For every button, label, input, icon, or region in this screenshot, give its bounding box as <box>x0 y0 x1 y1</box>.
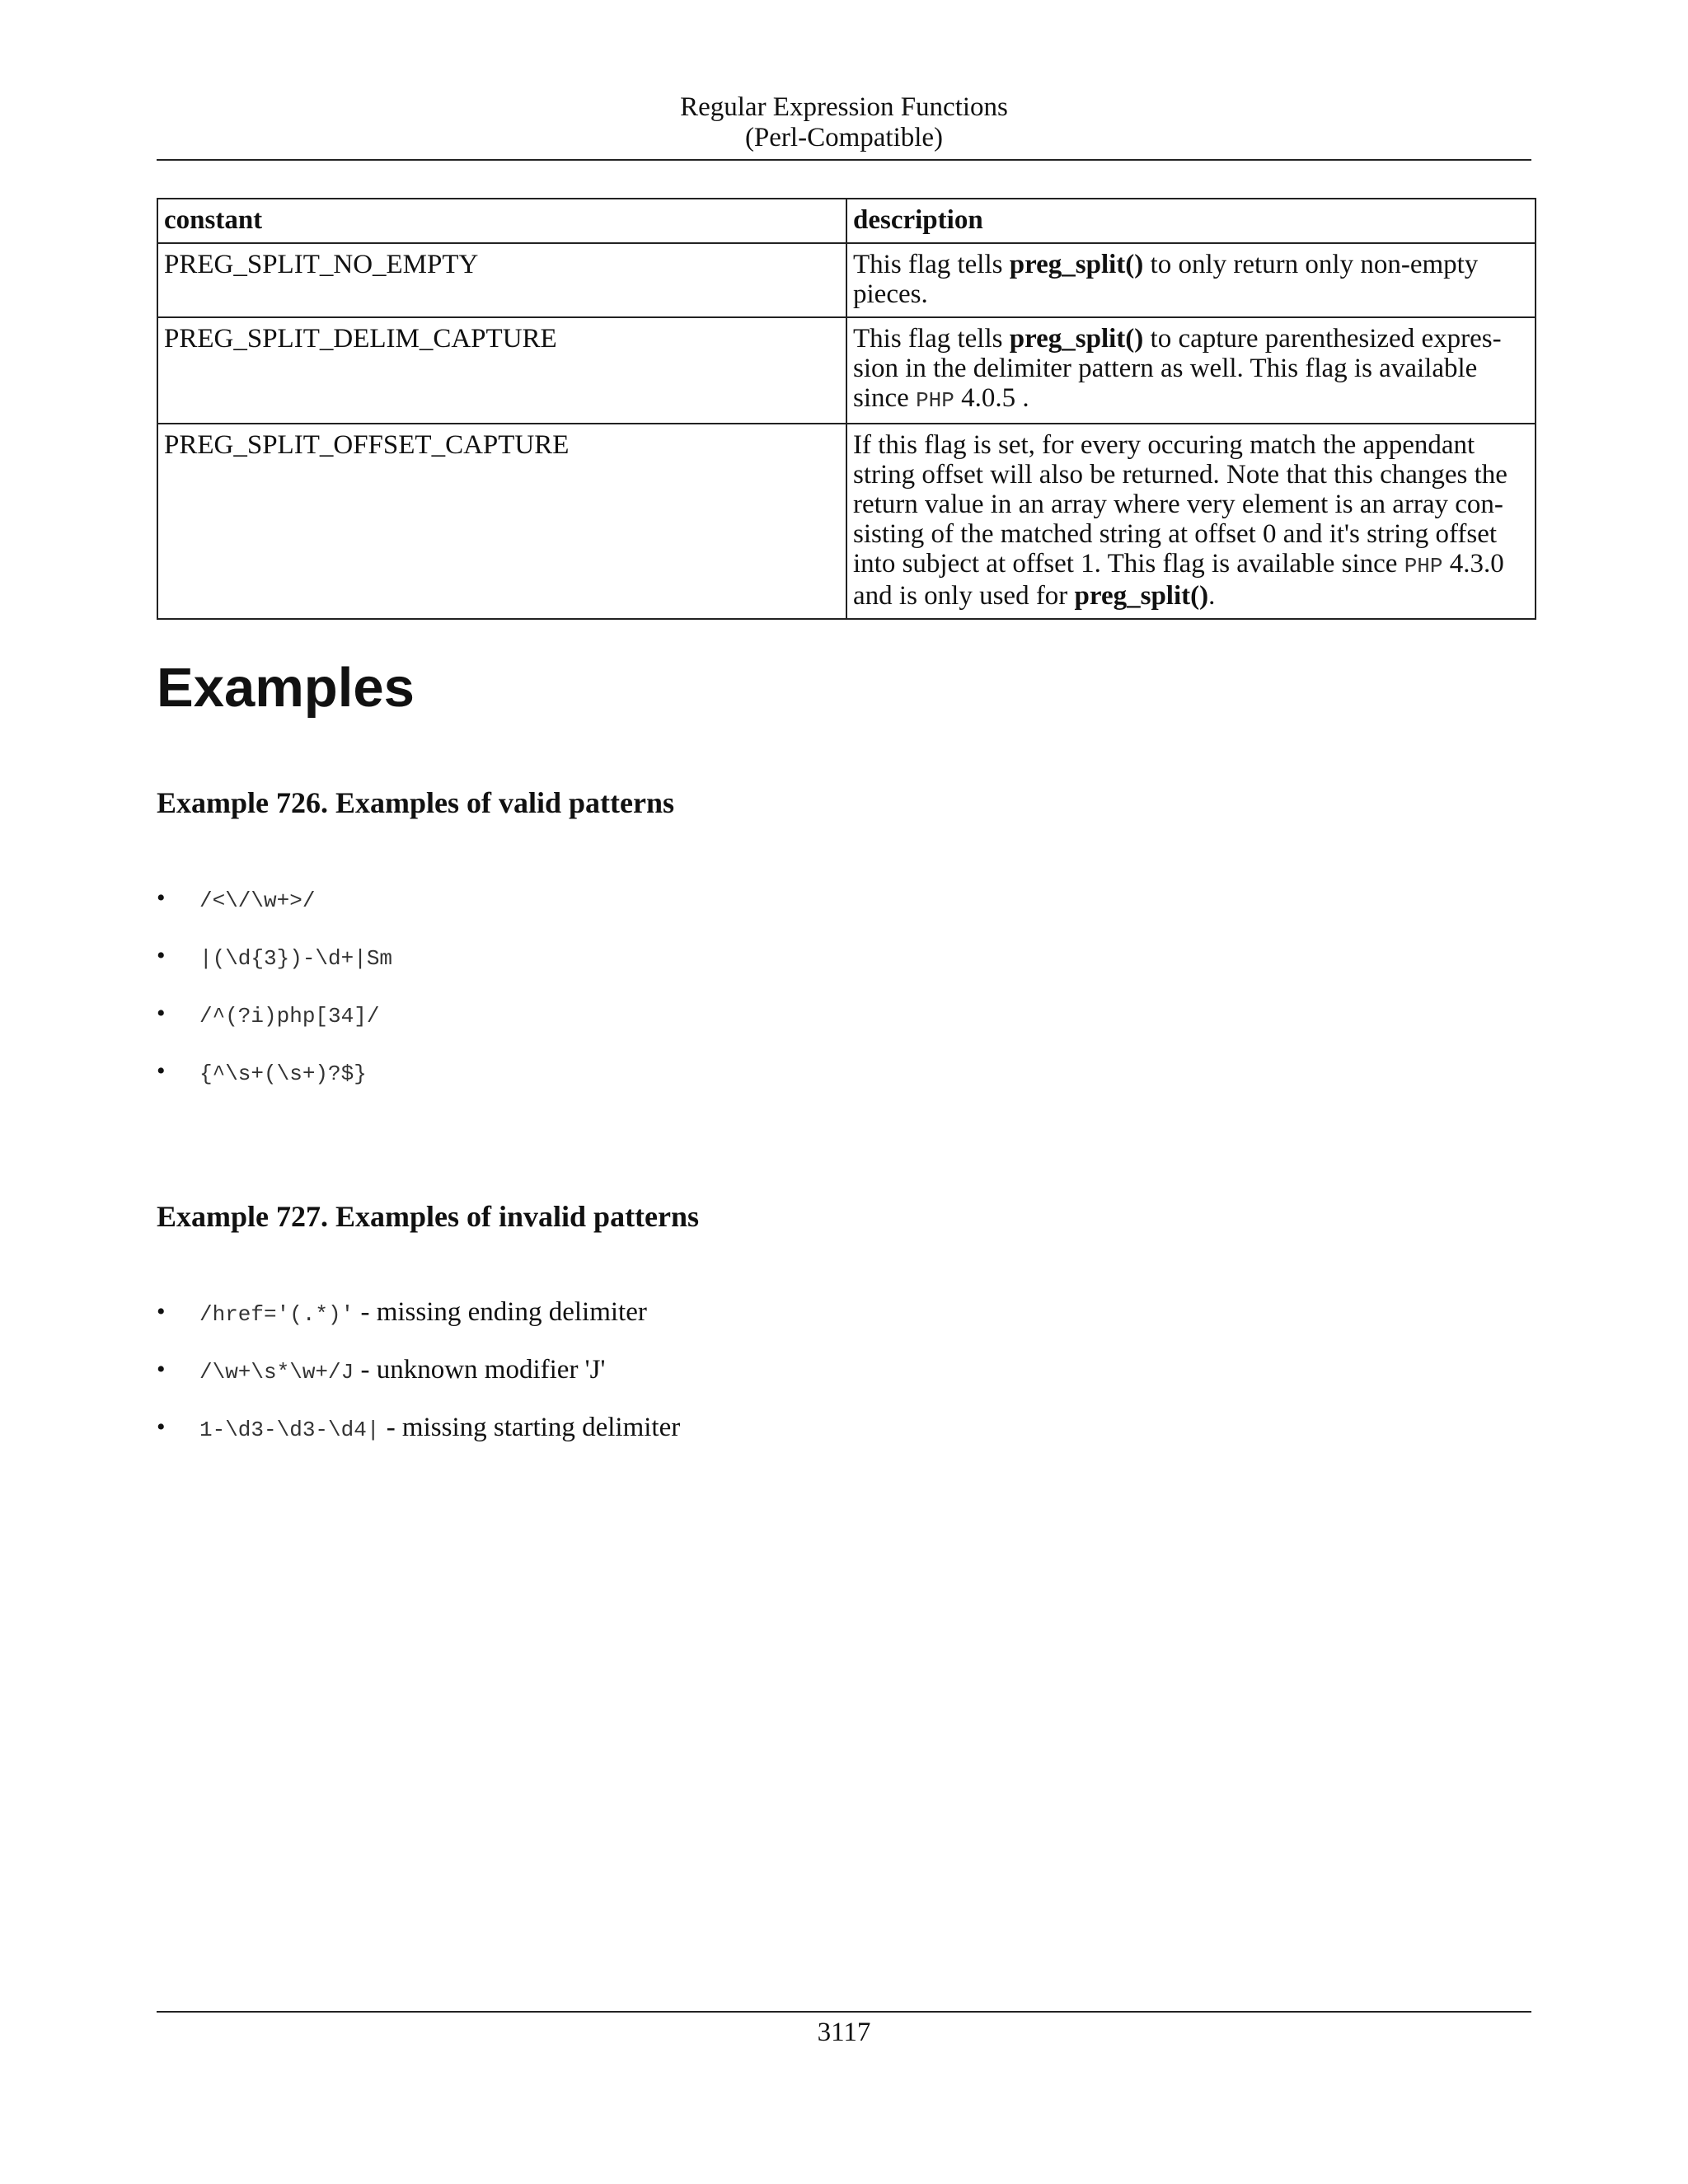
pattern-code: /<\/\w+>/ <box>199 888 316 913</box>
description-text: to only return only non-empty pieces. <box>853 250 1479 309</box>
bullet-icon: • <box>157 1000 166 1027</box>
description-text: This flag tells <box>853 324 1010 354</box>
bullet-icon: • <box>157 942 166 969</box>
valid-patterns-list <box>157 882 392 1113</box>
example-727-title: Example 727. Examples of invalid patterns <box>157 1200 700 1233</box>
function-name: preg_split() <box>1009 250 1144 279</box>
section-title-examples: Examples <box>157 657 415 719</box>
pattern-note: - unknown modifier 'J' <box>354 1355 606 1385</box>
bullet-icon: • <box>157 1356 166 1383</box>
pattern-code: 1-\d3-\d3-\d4| <box>199 1418 380 1442</box>
table-header-row <box>157 199 1536 243</box>
document-page <box>157 0 1531 2184</box>
list-item <box>157 1055 392 1113</box>
constant-cell: PREG_SPLIT_DELIM_CAPTURE <box>157 317 846 424</box>
list-item <box>157 940 392 997</box>
bullet-icon: • <box>157 1057 166 1085</box>
pattern-note: - missing starting delimiter <box>379 1413 681 1442</box>
example-726-title: Example 726. Examples of valid patterns <box>157 786 675 819</box>
pattern-code: /^(?i)php[34]/ <box>199 1004 380 1029</box>
list-item <box>157 1296 680 1353</box>
php-acronym: PHP <box>1404 554 1443 579</box>
function-name: preg_split() <box>1009 324 1144 354</box>
column-header-description: description <box>846 199 1536 243</box>
pattern-code: {^\s+(\s+)?$} <box>199 1062 367 1086</box>
description-text: This flag tells <box>853 250 1010 279</box>
description-cell <box>846 317 1536 424</box>
running-header-line-1: Regular Expression Functions <box>680 92 1008 122</box>
description-text: 4.3.0 and is only used for <box>853 549 1504 611</box>
pattern-code: /href='(.*)' <box>199 1302 354 1327</box>
list-item <box>157 1353 680 1411</box>
list-item <box>157 1411 680 1469</box>
description-text: 4.0.5 . <box>954 383 1029 413</box>
invalid-patterns-list <box>157 1296 680 1469</box>
page-number: 3117 <box>817 2018 871 2047</box>
description-text: to capture parenthesized expression in the delimiter pattern as well. This flag is available since <box>853 324 1502 413</box>
description-text: If this flag is set, for every occuring match the appendant string offset will also be returned. Note that this changes the return value in an array where very element is an array consisting of the matched string at offset 0 and it's string offset into subject at offset 1. This flag is available since <box>853 430 1507 579</box>
list-item <box>157 882 392 940</box>
column-header-constant: constant <box>157 199 846 243</box>
pattern-code: /\w+\s*\w+/J <box>199 1360 354 1385</box>
running-header <box>157 92 1531 153</box>
pattern-code: |(\d{3})-\d+|Sm <box>199 946 393 971</box>
bullet-icon: • <box>157 1298 166 1325</box>
function-name: preg_split() <box>1074 581 1209 611</box>
description-cell <box>846 243 1536 317</box>
bullet-icon: • <box>157 1413 166 1441</box>
header-rule <box>157 159 1531 161</box>
table-row <box>157 243 1536 317</box>
list-item <box>157 997 392 1055</box>
running-header-line-2: (Perl-Compatible) <box>744 123 944 152</box>
description-text: . <box>1208 581 1216 611</box>
description-cell <box>846 424 1536 619</box>
bullet-icon: • <box>157 884 166 912</box>
table-row <box>157 317 1536 424</box>
constant-cell: PREG_SPLIT_NO_EMPTY <box>157 243 846 317</box>
pattern-note: - missing ending delimiter <box>354 1297 647 1327</box>
constant-cell: PREG_SPLIT_OFFSET_CAPTURE <box>157 424 846 619</box>
php-acronym: PHP <box>916 388 954 413</box>
table-row <box>157 424 1536 619</box>
split-flags-table <box>157 198 1536 620</box>
